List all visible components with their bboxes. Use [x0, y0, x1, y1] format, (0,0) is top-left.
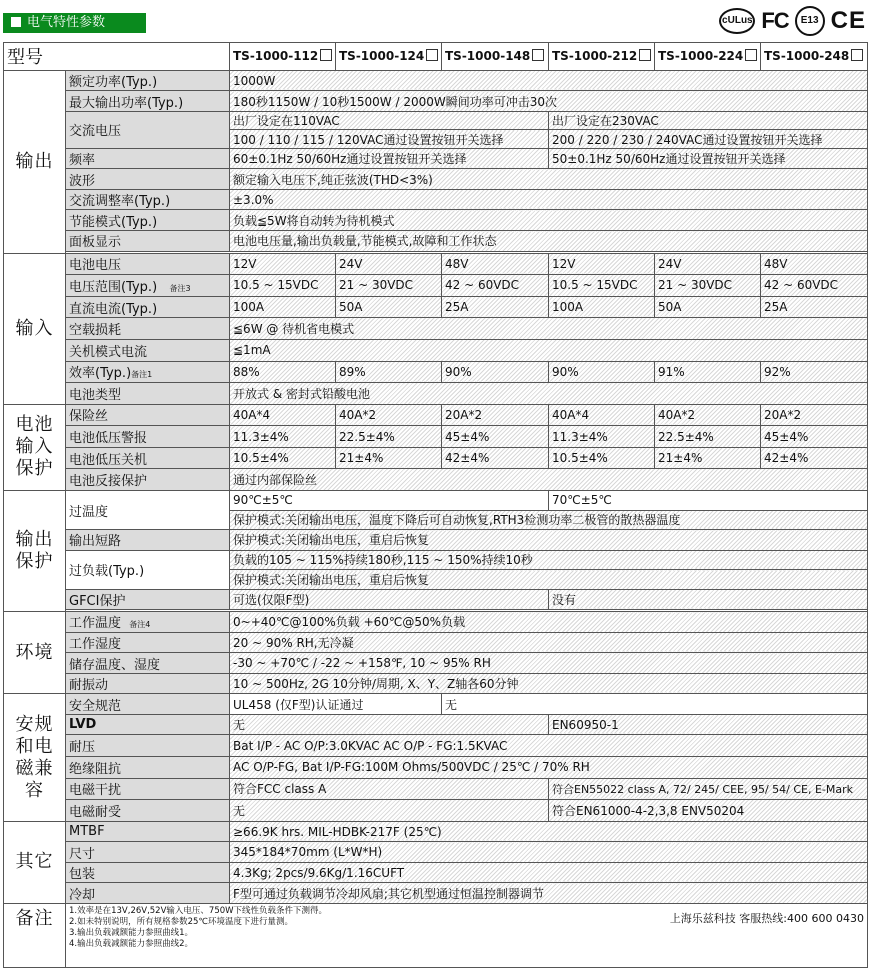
lvd-value-1: 无 [230, 714, 549, 735]
ac-factory-1: 出厂设定在110VAC [230, 111, 549, 130]
model-cell: TS-1000-124 [336, 43, 442, 71]
e13-logo-icon: E13 [795, 6, 825, 36]
voltage-range-cell: 10.5 ~ 15VDC [230, 275, 336, 297]
notes-cell [66, 903, 868, 967]
emi-value-1: 符合FCC class A [230, 778, 549, 800]
fuse-cell: 40A*2 [336, 404, 442, 426]
low-alarm-cell: 11.3±4% [549, 426, 655, 448]
no-load-value: ≦6W @ 待机省电模式 [230, 318, 868, 340]
battery-voltage-cell: 24V [336, 253, 442, 275]
lvd-value-2: EN60950-1 [549, 714, 868, 735]
row-label: 绝缘阻抗 [66, 757, 230, 779]
off-mode-value: ≦1mA [230, 339, 868, 361]
waveform-value: 额定输入电压下,纯正弦波(THD<3%) [230, 169, 868, 190]
ems-value-2: 符合EN61000-4-2,3,8 ENV50204 [549, 800, 868, 822]
row-label: 额定功率(Typ.) [66, 70, 230, 91]
row-label: 交流调整率(Typ.) [66, 189, 230, 210]
row-label: 冷却 [66, 883, 230, 904]
note-ref: 备注3 [169, 283, 191, 293]
emi-value-2: 符合EN55022 class A, 72/ 245/ CEE, 95/ 54/ CE, E-Mark [549, 778, 868, 800]
overload-value: 负载的105 ~ 115%持续180秒,115 ~ 150%持续10秒 [230, 550, 868, 570]
work-humidity-value: 20 ~ 90% RH,无冷凝 [230, 632, 868, 653]
group-others: 其它 [4, 821, 66, 903]
size-value: 345*184*70mm (L*W*H) [230, 842, 868, 863]
dc-current-cell: 100A [230, 296, 336, 318]
checkbox-icon [532, 49, 544, 61]
row-label: 关机模式电流 [66, 339, 230, 361]
fuse-cell: 20A*2 [442, 404, 549, 426]
dc-current-cell: 50A [655, 296, 761, 318]
over-temp-value-2: 70℃±5℃ [549, 490, 868, 510]
note-line: 3.输出负载减额能力参照曲线1。 [69, 927, 194, 938]
page-header [0, 0, 870, 40]
low-shutdown-cell: 10.5±4% [230, 447, 336, 469]
saving-mode-value: 负载≦5W将自动转为待机模式 [230, 210, 868, 231]
low-shutdown-cell: 42±4% [442, 447, 549, 469]
max-power-value: 180秒1150W / 10秒1500W / 2000W瞬间功率可冲击30次 [230, 91, 868, 112]
row-label: 电压范围(Typ.) 备注3 [66, 275, 230, 297]
row-label: 电磁干扰 [66, 778, 230, 800]
row-label: 过负载(Typ.) [66, 550, 230, 589]
model-cell: TS-1000-224 [655, 43, 761, 71]
row-label: GFCI保护 [66, 589, 230, 610]
section-title: 电气特性参数 [27, 15, 106, 30]
vibration-value: 10 ~ 500Hz, 2G 10分钟/周期, X、Y、Z轴各60分钟 [230, 673, 868, 694]
row-label: MTBF [66, 821, 230, 842]
row-label: 交流电压 [66, 111, 230, 148]
checkbox-icon [639, 49, 651, 61]
low-shutdown-cell: 10.5±4% [549, 447, 655, 469]
row-label: 包装 [66, 862, 230, 883]
frequency-value-2: 50±0.1Hz 50/60Hz通过设置按钮开关选择 [549, 148, 868, 169]
note-ref: 备注1 [131, 370, 153, 380]
row-label: 面板显示 [66, 231, 230, 252]
ac-switch-2: 200 / 220 / 230 / 240VAC通过设置按钮开关选择 [549, 130, 868, 149]
over-temp-mode: 保护模式:关闭输出电压，温度下降后可自动恢复,RTH3检测功率二极管的散热器温度 [230, 510, 868, 530]
row-label: 频率 [66, 148, 230, 169]
dc-current-cell: 25A [761, 296, 868, 318]
battery-type-value: 开放式 & 密封式铅酸电池 [230, 383, 868, 405]
row-label: 保险丝 [66, 404, 230, 426]
square-icon [11, 17, 21, 27]
note-ref: 备注4 [129, 620, 151, 630]
fuse-cell: 40A*4 [230, 404, 336, 426]
row-label: 电池类型 [66, 383, 230, 405]
efficiency-cell: 91% [655, 361, 761, 383]
group-output-protection: 输出保护 [4, 490, 66, 611]
model-cell: TS-1000-148 [442, 43, 549, 71]
voltage-range-cell: 10.5 ~ 15VDC [549, 275, 655, 297]
low-alarm-cell: 45±4% [442, 426, 549, 448]
ems-value-1: 无 [230, 800, 549, 822]
cert-logos [719, 6, 866, 36]
row-label: 过温度 [66, 490, 230, 529]
efficiency-cell: 90% [442, 361, 549, 383]
model-label: 型号 [4, 43, 230, 71]
voltage-range-cell: 21 ~ 30VDC [336, 275, 442, 297]
low-alarm-cell: 22.5±4% [655, 426, 761, 448]
row-label: 电池反接保护 [66, 469, 230, 491]
row-label: 电池低压警报 [66, 426, 230, 448]
efficiency-cell: 90% [549, 361, 655, 383]
row-label: 储存温度、湿度 [66, 653, 230, 674]
fuse-cell: 40A*4 [549, 404, 655, 426]
battery-voltage-cell: 12V [549, 253, 655, 275]
short-value: 保护模式:关闭输出电压，重启后恢复 [230, 530, 868, 551]
gfci-value-2: 没有 [549, 589, 868, 610]
model-row [4, 43, 868, 71]
withstand-value: Bat I/P - AC O/P:3.0KVAC AC O/P - FG:1.5KVAC [230, 735, 868, 757]
group-notes: 备注 [4, 903, 66, 967]
note-line: 1.效率是在13V,26V,52V输入电压、750W下线性负载条件下测得。 [69, 905, 328, 916]
low-shutdown-cell: 21±4% [336, 447, 442, 469]
group-battery-protection: 电池输入保护 [4, 404, 66, 490]
model-cell: TS-1000-248 [761, 43, 868, 71]
battery-voltage-cell: 12V [230, 253, 336, 275]
row-label: 工作温度 备注4 [66, 612, 230, 633]
reverse-value: 通过内部保险丝 [230, 469, 868, 491]
low-shutdown-cell: 42±4% [761, 447, 868, 469]
checkbox-icon [426, 49, 438, 61]
voltage-range-cell: 21 ~ 30VDC [655, 275, 761, 297]
group-input: 输入 [4, 253, 66, 404]
row-label: 最大输出功率(Typ.) [66, 91, 230, 112]
fc-logo-icon: FC [761, 8, 789, 33]
culus-logo-icon: cULus [719, 8, 755, 34]
row-label: 尺寸 [66, 842, 230, 863]
section-title-bar [3, 13, 146, 33]
voltage-range-cell: 42 ~ 60VDC [442, 275, 549, 297]
group-environment: 环境 [4, 612, 66, 694]
checkbox-icon [745, 49, 757, 61]
row-label: 波形 [66, 169, 230, 190]
row-label: 耐压 [66, 735, 230, 757]
note-line: 2.如未特别说明，所有规格参数25℃环境温度下进行量测。 [69, 916, 293, 927]
row-label: 耐振动 [66, 673, 230, 694]
row-label: 空载损耗 [66, 318, 230, 340]
ac-switch-1: 100 / 110 / 115 / 120VAC通过设置按钮开关选择 [230, 130, 549, 149]
row-label: 直流电流(Typ.) [66, 296, 230, 318]
work-temp-value: 0~+40℃@100%负载 +60℃@50%负载 [230, 612, 868, 633]
efficiency-cell: 92% [761, 361, 868, 383]
isolation-value: AC O/P-FG, Bat I/P-FG:100M Ohms/500VDC / 25℃ / 70% RH [230, 757, 868, 779]
packing-value: 4.3Kg; 2pcs/9.6Kg/1.16CUFT [230, 862, 868, 883]
frequency-value-1: 60±0.1Hz 50/60Hz通过设置按钮开关选择 [230, 148, 549, 169]
dc-current-cell: 100A [549, 296, 655, 318]
low-shutdown-cell: 21±4% [655, 447, 761, 469]
cooling-value: F型可通过负载调节冷却风扇;其它机型通过恒温控制器调节 [230, 883, 868, 904]
battery-voltage-cell: 48V [442, 253, 549, 275]
gfci-value-1: 可选(仅限F型) [230, 589, 549, 610]
row-label: 效率(Typ.)备注1 [66, 361, 230, 383]
standards-value-1: UL458 (仅F型)认证通过 [230, 694, 442, 715]
mtbf-value: ≥66.9K hrs. MIL-HDBK-217F (25℃) [230, 821, 868, 842]
row-label: 安全规范 [66, 694, 230, 715]
row-label: 电池电压 [66, 253, 230, 275]
panel-value: 电池电压量,输出负载量,节能模式,故障和工作状态 [230, 231, 868, 252]
overload-mode: 保护模式:关闭输出电压，重启后恢复 [230, 570, 868, 590]
row-label: 电池低压关机 [66, 447, 230, 469]
row-label: LVD [66, 714, 230, 735]
battery-voltage-cell: 24V [655, 253, 761, 275]
storage-value: -30 ~ +70℃ / -22 ~ +158℉, 10 ~ 95% RH [230, 653, 868, 674]
row-label: 输出短路 [66, 530, 230, 551]
checkbox-icon [851, 49, 863, 61]
efficiency-cell: 88% [230, 361, 336, 383]
voltage-range-cell: 42 ~ 60VDC [761, 275, 868, 297]
standards-value-2: 无 [442, 694, 868, 715]
low-alarm-cell: 45±4% [761, 426, 868, 448]
hotline-text: 上海乐兹科技 客服热线:400 600 0430 [669, 911, 864, 925]
ac-regulation-value: ±3.0% [230, 189, 868, 210]
group-safety: 安规和电磁兼容 [4, 694, 66, 821]
group-output: 输出 [4, 70, 66, 253]
note-line: 4.输出负载减额能力参照曲线2。 [69, 938, 194, 949]
low-alarm-cell: 22.5±4% [336, 426, 442, 448]
efficiency-cell: 89% [336, 361, 442, 383]
row-label: 电磁耐受 [66, 800, 230, 822]
ce-logo-icon: CE [830, 7, 866, 34]
battery-voltage-cell: 48V [761, 253, 868, 275]
dc-current-cell: 25A [442, 296, 549, 318]
row-label: 工作湿度 [66, 632, 230, 653]
dc-current-cell: 50A [336, 296, 442, 318]
row-label: 节能模式(Typ.) [66, 210, 230, 231]
ac-factory-2: 出厂设定在230VAC [549, 111, 868, 130]
checkbox-icon [320, 49, 332, 61]
fuse-cell: 20A*2 [761, 404, 868, 426]
fuse-cell: 40A*2 [655, 404, 761, 426]
model-cell: TS-1000-212 [549, 43, 655, 71]
spec-table [3, 42, 868, 968]
low-alarm-cell: 11.3±4% [230, 426, 336, 448]
rated-power-value: 1000W [230, 70, 868, 91]
over-temp-value-1: 90℃±5℃ [230, 490, 549, 510]
model-cell: TS-1000-112 [230, 43, 336, 71]
